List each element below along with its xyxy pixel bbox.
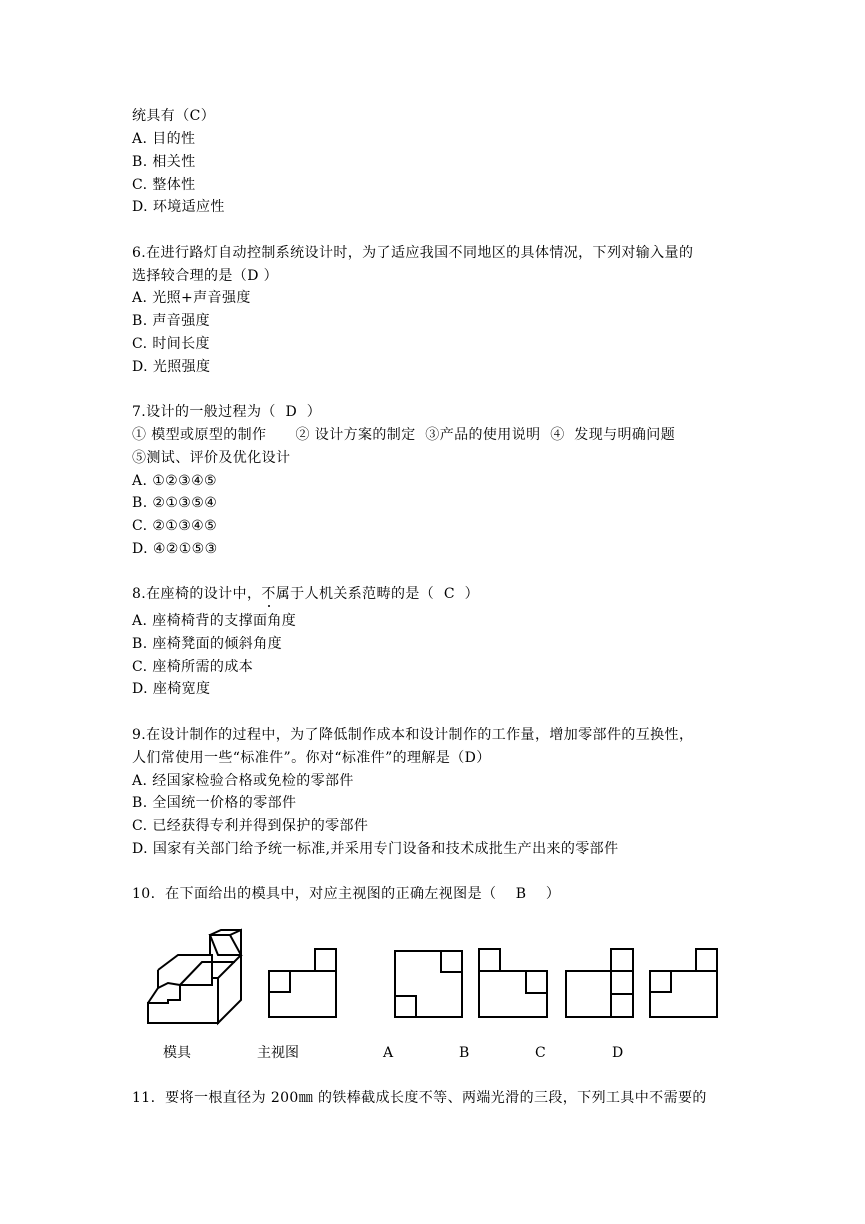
q8-option-c: C. 座椅所需的成本 — [132, 659, 254, 675]
q9-stem-line2: 人们常使用一些“标准件”。你对“标准件”的理解是（D） — [132, 750, 491, 766]
q10-stem: 10. 在下面给出的模具中，对应主视图的正确左视图是（ B ） — [132, 886, 561, 902]
mold-isometric-drawing — [148, 930, 241, 1023]
caption-mold: 模具 — [163, 1045, 191, 1061]
caption-option-c: C — [535, 1045, 546, 1061]
q9-option-a: A. 经国家检验合格或免检的零部件 — [132, 773, 354, 789]
q6-option-c: C. 时间长度 — [132, 336, 210, 352]
q7-option-d: D. ④②①⑤③ — [132, 541, 218, 557]
q10-figure — [140, 925, 740, 1035]
caption-option-a: A — [383, 1045, 394, 1061]
q8-option-a: A. 座椅椅背的支撑面角度 — [132, 613, 297, 629]
q6-option-d: D. 光照强度 — [132, 359, 211, 375]
q9-stem-line1: 9.在设计制作的过程中，为了降低制作成本和设计制作的工作量，增加零部件的互换性， — [132, 727, 694, 743]
q5-option-b: B. 相关性 — [132, 154, 196, 170]
q5-option-d: D. 环境适应性 — [132, 199, 225, 215]
caption-option-d: D — [612, 1045, 624, 1061]
q5-option-a: A. 目的性 — [132, 131, 196, 147]
q8-stem — [132, 584, 479, 604]
q7-option-a: A. ①②③④⑤ — [132, 473, 217, 489]
q8-stem-suffix: 属于人机关系范畴的是（ C ） — [275, 586, 480, 602]
q6-option-b: B. 声音强度 — [132, 313, 210, 329]
q9-option-d: D. 国家有关部门给予统一标准,并采用专门设备和技术成批生产出来的零部件 — [132, 841, 619, 857]
caption-front-view: 主视图 — [257, 1045, 299, 1061]
q10-figure-svg — [140, 925, 740, 1035]
q8-stem-prefix: 8.在座椅的设计中， — [132, 586, 262, 602]
option-c-drawing — [566, 949, 633, 1017]
option-d-drawing — [650, 949, 717, 1017]
q6-option-a: A. 光照+声音强度 — [132, 290, 251, 306]
caption-option-b: B — [459, 1045, 470, 1061]
q7-option-b: B. ②①③⑤④ — [132, 495, 218, 511]
front-view-drawing — [269, 949, 336, 1017]
q7-option-c: C. ②①③④⑤ — [132, 518, 218, 534]
option-b-drawing — [479, 949, 547, 1017]
q5-option-c: C. 整体性 — [132, 177, 196, 193]
q6-stem-line2: 选择较合理的是（D ） — [132, 268, 279, 284]
q6-stem-line1: 6.在进行路灯自动控制系统设计时，为了适应我国不同地区的具体情况，下列对输入量的 — [132, 245, 694, 261]
q8-option-b: B. 座椅凳面的倾斜角度 — [132, 636, 282, 652]
q11-stem: 11. 要将一根直径为 200㎜ 的铁棒截成长度不等、两端光滑的三段，下列工具中不需要的 — [132, 1090, 707, 1106]
q8-emphasis-char: 不 — [261, 586, 276, 602]
q5-stem-end: 统具有（C） — [132, 108, 216, 124]
q8-option-d: D. 座椅宽度 — [132, 681, 211, 697]
q9-option-c: C. 已经获得专利并得到保护的零部件 — [132, 818, 369, 834]
option-a-drawing — [395, 951, 462, 1017]
q7-stem-line2: ① 模型或原型的制作 ② 设计方案的制定 ③产品的使用说明 ④ 发现与明确问题 — [132, 427, 676, 443]
q7-stem-line3: ⑤测试、评价及优化设计 — [132, 450, 291, 466]
q7-stem-line1: 7.设计的一般过程为（ D ） — [132, 404, 322, 420]
q9-option-b: B. 全国统一价格的零部件 — [132, 795, 297, 811]
